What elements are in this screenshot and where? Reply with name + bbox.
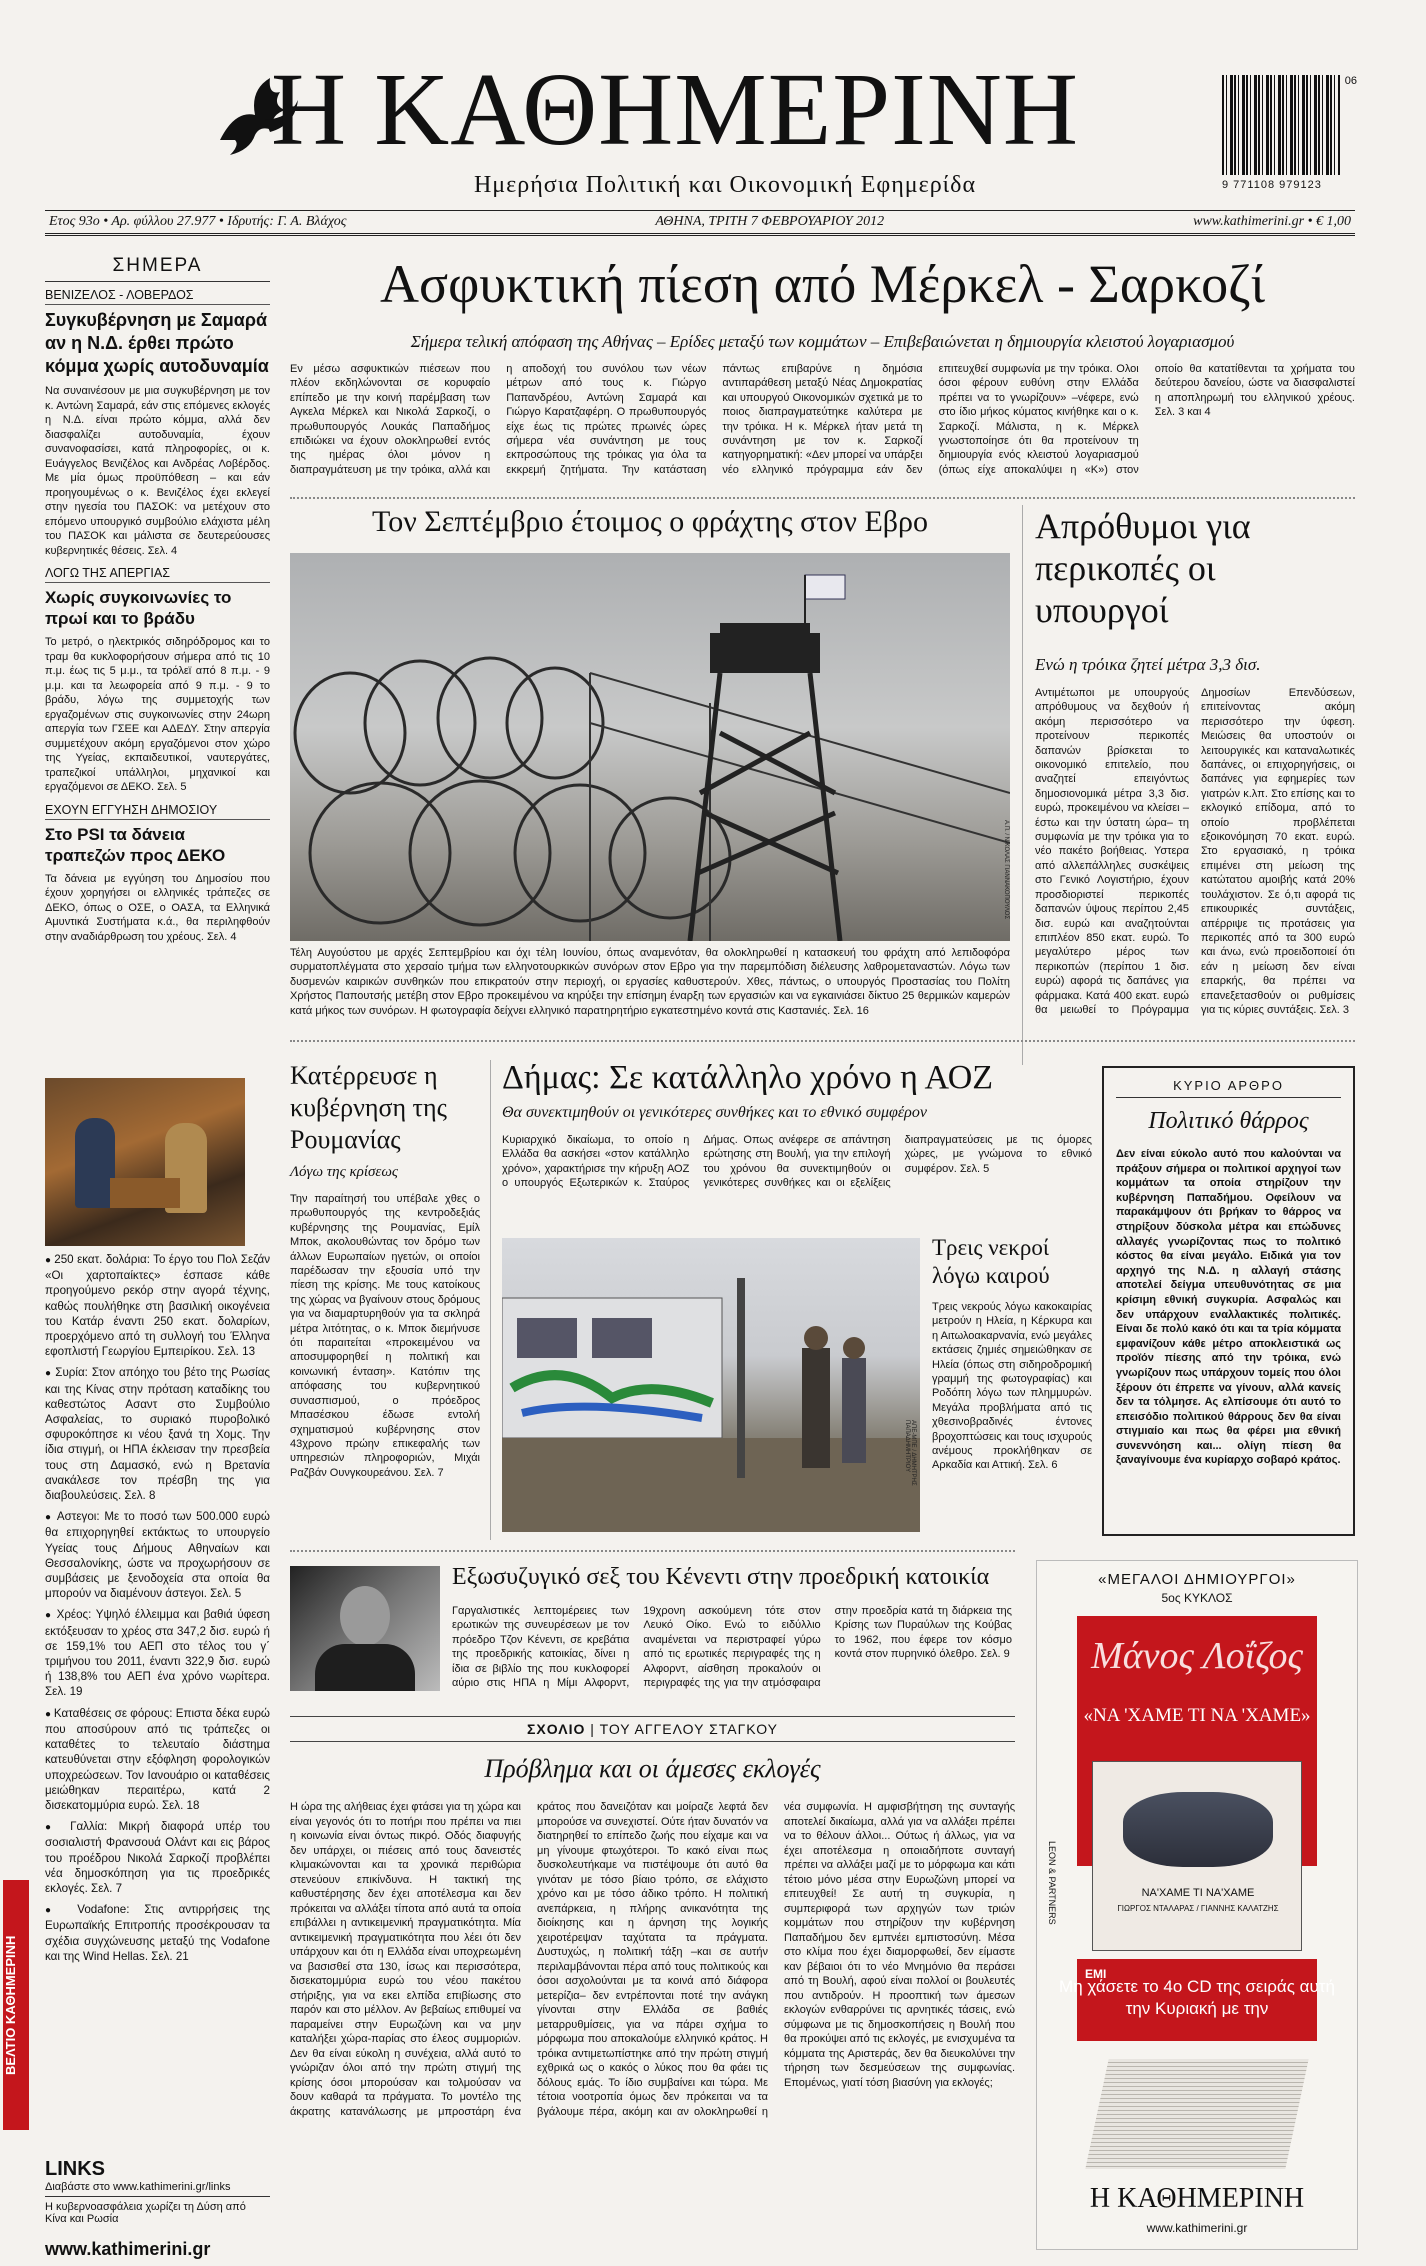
cd-title: ΝΑ'ΧΑΜΕ ΤΙ ΝΑ'ΧΑΜΕ — [1141, 1887, 1255, 1899]
ad-agency: LEON & PARTNERS — [1047, 1841, 1057, 1925]
cezanne-painting-image — [45, 1078, 245, 1246]
brief-vodafone: ● Vodafone: Στις αντιρρήσεις της Ευρωπαϊκής Επιτροπής προσέκρουσαν τα σχέδια συγχώνευσης μεταξύ της Vodafone και της Wind Hellas. Σελ. 21 — [45, 1902, 270, 1964]
headline-psi: Στο PSI τα δάνεια τραπεζών προς ΔΕΚΟ — [45, 824, 226, 865]
column-rule — [1022, 505, 1023, 1065]
aoz-deck: Θα συνεκτιμηθούν οι γενικότερες συνθήκες και το εθνικό συμφέρον — [502, 1104, 927, 1121]
aoz-headline: Δήμας: Σε κατάλληλο χρόνο η ΑΟΖ — [502, 1059, 994, 1096]
ad-artist: Μάνος Λοΐζος — [1091, 1635, 1303, 1677]
issue-date: ΑΘΗΝΑ, ΤΡΙΤΗ 7 ΦΕΒΡΟΥΑΡΙΟΥ 2012 — [655, 214, 885, 229]
cuts-body: Αντιμέτωποι με υπουργούς απρόθυμους να δεχθούν ή ακόμη περισσότερο να προτείνουν περικοπές δαπανών βρίσκεται το οικονομικό επιτελείο, που αναζητεί επειγόντως δημοσιονομικά μέτρα 3,3 δισ. ευρώ, προκειμένου να κλείσει –έστω και την ύστατη ώρα– τη συμφωνία με την τρόικα για το νέο πακέτο βοήθειας. Υστερα από αλλεπάλληλες συσκέψεις στο Γενικό Λογιστήριο, έχουν προσδιοριστεί περικοπές δαπανών ύψους περίπου 2,45 δισ. ευρώ και αναζητούνται επιπλέον 850 εκατ. ευρώ. Το μεγαλύτερο μέρος των περικοπών (περίπου 1 δισ. ευρώ) αφορά τις δαπάνες για φάρμακα. Κατά 400 εκατ. ευρώ θα μειωθεί το Πρόγραμμα Δημοσίων Επενδύσεων, επιτείνοντας ακόμη περισσότερο την ύφεση. Μειώσεις θα υποστούν οι λειτουργικές και καταναλωτικές δαπάνες, οι επιχορηγήσεις, οι δαπάνες για εφημερίες των γιατρών κ.λπ. Στο επίσης και το εκλογικό επίδομα, από το οποίο προβλέπεται εξοικονόμηση 70 εκατ. ευρώ. Στο εργασιακό, η τρόικα επιμένει στη μείωση της κατώτατου αμοιβής κατά 20% τουλάχιστον. Σε ό,τι αφορά τις επικουρικές συντάξεις, απέρριψε τις προτάσεις για περικοπές από τα 300 ευρώ και άνω, ενώ προειδοποιεί ότι εάν η μείωση δεν είναι επαρκής, θα πρέπει να επανεξετασθούν οι ρυθμίσεις για τις κύριες συντάξεις. Σελ. 3 — [1035, 687, 1355, 1016]
lead-deck: Σήμερα τελική απόφαση της Αθήνας – Ερίδες μεταξύ των κομμάτων – Επιβεβαιώνεται η δημιουργία κλειστού λογαριασμού — [410, 332, 1235, 351]
story-transport: Το μετρό, ο ηλεκτρικός σιδηρόδρομος και το τραμ θα κυκλοφορήσουν σήμερα από τις 10 π.μ. έως τις 5 μ.μ., τα τρόλεϊ από 8 π.μ. - 9 μ.μ. και τα λεωφορεία από 9 π.μ. - 9 το βράδυ, λόγω της συμμετοχής των εργαζομένων στις συγκοινωνίες στην 24ωρη απεργία των ΓΣΕΕ και ΑΔΕΔΥ. Στην απεργία συμμετέχουν ακόμη εργαζόμενοι στον χώρο της Υγείας, εκπαιδευτικοί, ναυτεργάτες, τραπεζικοί υπάλληλοι, μηχανικοί και εργαζόμενοι σε ΔΕΚΟ. Σελ. 5 — [45, 636, 270, 793]
weather-body: Τρεις νεκρούς λόγω κακοκαιρίας μετρούν η Ηλεία, η Κέρκυρα και η Αιτωλοακαρνανία, ενώ μεγάλες εκτάσεις ζημιές σημειώθηκαν σε Ηλεία (όπως στη σιδηροδρομική γραμμή της φωτογραφίας) και Ροδόπη λόγω των πλημμυρών. Μεγάλα προβλήματα από τις χθεσινοβραδινές έντονες βροχοπτώσεις και τους ισχυρούς ανέμους προκλήθηκαν σε Αρκαδία και Αττική. Σελ. 6 — [932, 1301, 1092, 1472]
editorial-kicker: ΚΥΡΙΟ ΑΡΘΡΟ — [1116, 1078, 1341, 1098]
brief-syria: ● Συρία: Στον απόηχο του βέτο της Ρωσίας και της Κίνας στην πρόταση καταδίκης του καθεστώτος Ασαντ στο Συμβούλιο Ασφαλείας, το συριακό πυροβολικό σφυροκόπησε κι νέου ξανά τη Χομς. Την ίδια στιγμή, οι ΗΠΑ έκλεισαν την πρεσβεία τους στη Δαμασκό, ενώ η Βρετανία ανακάλεσε τον πρέσβη της για διαβουλεύσεις. Σελ. 8 — [45, 1365, 270, 1503]
edition-info: Ετος 93ο • Αρ. φύλλου 27.977 • Ιδρυτής: Γ. Α. Βλάχος — [49, 214, 347, 229]
ad-brand: Η ΚΑΘΗΜΕΡΙΝΗ — [1089, 2183, 1305, 2214]
info-bar — [45, 210, 1355, 236]
headline-coalition: Συγκυβέρνηση με Σαμαρά αν η Ν.Δ. έρθει πρώτο κόμμα χωρίς αυτοδυναμία — [45, 310, 269, 376]
barcode-issue: 06 — [1344, 75, 1357, 87]
brief-france: ● Γαλλία: Μικρή διαφορά υπέρ του σοσιαλιστή Φρανσουά Ολάντ και εις βάρος του προέδρου Νικολά Σαρκοζί προβλέπει νέα δημοσκόπηση για τις προεδρικές εκλογές. Σελ. 7 — [45, 1819, 270, 1896]
cuts-headline: Απρόθυμοι για περικοπές οι υπουργοί — [1035, 506, 1251, 630]
comment-label: ΣΧΟΛΙΟ — [527, 1721, 586, 1737]
music-advertisement[interactable] — [1036, 1560, 1358, 2250]
story-coalition: Να συναινέσουν με μια συγκυβέρνηση με τον κ. Αντώνη Σαμαρά, εάν στις επόμενες εκλογές η Ν.Δ. είναι πρώτο κόμμα, αλλά δεν διασφαλίζει αυτοδυναμία, έχουν συνανοφασίσει, κατά πληροφορίες, οι κ. Ευάγγελος Βενιζέλος και Ανδρέας Λοβέρδος. Με μία όμως προϋπόθεση – και εάν προηγουμένως ο κ. Βενιζέλος έχει εκλεγεί στην ηγεσία του ΠΑΣΟΚ: να μετέχουν στο επόμενο υπουργικό συμβούλιο ελάχιστα μέλη του ΠΑΣΟΚ και μάλιστα σε δευτερεύουσες κυβερνητικές θέσεις. Σελ. 4 — [45, 385, 270, 557]
flood-photo-credit: ΑΠΕ-ΜΠΕ / ΔΗΜΗΤΡΗΣ ΠΑΠΑΔΗΜΗΤΡΙΟΥ — [904, 1420, 916, 1486]
kicker-venizelos: ΒΕΝΙΖΕΛΟΣ - ΛΟΒΕΡΔΟΣ — [45, 288, 270, 305]
romania-deck: Λόγω της κρίσεως — [290, 1164, 399, 1180]
ad-series: «ΜΕΓΑΛΟΙ ΔΗΜΙΟΥΡΓΟΙ» — [1098, 1571, 1296, 1588]
portrait-head — [340, 1586, 390, 1646]
emi-logo: EMI — [1085, 1967, 1125, 1981]
brief-deposits: ● Καταθέσεις σε φόρους: Επιστα δέκα ευρώ που αποσύρουν από τις τράπεζες οι καταθέτες το τελευταίο διάστημα κατευθύνεται στην εξόφληση φορολογικών υποχρεώσεων. Τον Ιανουάριο οι καταθέσεις μειώθηκαν περαιτέρω, κατά 2 δισεκατομμύρια ευρώ. Σελ. 18 — [45, 1706, 270, 1813]
brief-homeless: ● Αστεγοι: Με το ποσό των 500.000 ευρώ θα επιχορηγηθεί εκτάκτως το υπουργείο Υγείας τους Δήμους Αθηναίων και Θεσσαλονίκης, ώστε να προχωρήσουν σε συμβάσεις με ξενοδοχεία στα οποία θα μπορούν να διαμένουν άστεγοι. Σελ. 5 — [45, 1509, 270, 1601]
flood-railway-photo — [502, 1238, 920, 1532]
table-shape — [110, 1178, 180, 1208]
links-box — [45, 2158, 270, 2260]
story-psi: Τα δάνεια με εγγύηση του Δημοσίου που έχουν χορηγήσει οι ελληνικές τράπεζες σε ΔΕΚΟ, όπως ο ΟΣΕ, ο ΟΑΣΑ, τα Ελληνικά Αμυντικά Συστήματα κ.ά., θα περιληφθούν στην αναδιάρθρωση του χρέους. Σελ. 4 — [45, 872, 270, 943]
portrait-body — [315, 1644, 415, 1691]
sidebar-today: ΣΗΜΕΡΑ — [45, 255, 270, 282]
brief-debt: ● Χρέος: Υψηλό έλλειμμα και βαθιά ύφεση εκτόξευσαν το χρέος στα 347,2 δισ. ευρώ ή σε 159,1% του ΑΕΠ στο τέλος του γ΄ τριμήνου του 2011, έναντι 322,9 δισ. ευρώ ή 138,8% του ΑΕΠ ένα χρόνο νωρίτερα. Σελ. 19 — [45, 1607, 270, 1699]
sidebar-site-link[interactable]: www.kathimerini.gr — [45, 2239, 211, 2259]
kicker-strike: ΛΟΓΩ ΤΗΣ ΑΠΕΡΓΙΑΣ — [45, 566, 270, 583]
evros-caption: Τέλη Αυγούστου με αρχές Σεπτεμβρίου και όχι τέλη Ιουνίου, όπως αναμενόταν, θα ολοκληρωθεί η κατασκευή του φράχτη από λεπιδοφόρα συρματοπλέγματα στο χερσαίο τμήμα των ελληνοτουρκικών συνόρων στον Εβρο για την παρεμπόδιση διέλευσης λαθρομεταναστών. Λόγω των δυσμενών καιρικών συνθηκών που επικρατούν στην περιοχή, οι εργασίες καθυστερούν. Χθες, πάντως, ο υπουργός Προστασίας του Πολίτη Χρήστος Παπουτσής μετέβη στον Εβρο προκειμένου να κηρύξει την επίσημη έναρξη των εργασιών και να εγκαινιάσει δίκτυο 25 θερμικών καμερών κατά μήκος των συνόρων. Η φωτογραφία δείχνει ελληνικό παρατηρητήριο εγκατεστημένο κοντά στις Καστανιές. Σελ. 16 — [290, 947, 1010, 1017]
links-title: LINKS — [45, 2158, 105, 2180]
vertical-promo-label: ΒΕΛΤΙΟ ΚΑΘΗΜΕΡΙΝΗ — [3, 1880, 29, 2130]
evros-photo-credit: Α.Π. / ΝΙΚΟΛΑΣ ΓΙΑΝΝΑΚΟΠΟΥΛΟΣ — [1003, 820, 1009, 920]
comment-body: Η ώρα της αλήθειας έχει φτάσει για τη χώρα και είναι γεγονός ότι το ποτήρι που πρέπει να πιει η κοινωνία είναι όντως πικρό. Οδός διαφυγής δεν υπάρχει, οι πιέσεις από τους δανειστές κλιμακώνονται και τα χρονικά περιθώρια στενεύουν επικίνδυνα. Η τακτική της καθυστέρησης δεν έχει αποτέλεσμα και δεν πρόκειται να αλλάξει τίποτα από αυτά τα οποία επιβάλλει η αντικειμενική πραγματικότητα. Μία αντικειμενική πραγματικότητα που λέει ότι δεν υπάρχουν και ότι η Ελλάδα είναι υποχρεωμένη να βασισθεί στα 130, ίσως και περισσότερα, δισεκατομμύρια ευρώ του νέου πακέτου στήριξης, για να εκει ελπίδα επιβίωσης στο παρόν και στο μέλλον. Αν βεβαίως επιθυμεί να παραμείνει στην Ευρωζώνη και να μην καταλήξει χώρα-παρίας στο έλεος συμμοριών. Δεν θα είναι εύκολη η συνέχεια, αλλά αυτό το γνώριζαν όλοι από την πρώτη στιγμή της κρίσης όσοι μπορούσαν και τολμούσαν να δουν καθαρά τα πράγματα. Το μοντέλο της άκρατης κατανάλωσης με μπροστάρη ένα κράτος που δανειζόταν και μοίραζε λεφτά δεν μπορούσε να συνεχιστεί. Ούτε ήταν δυνατόν να διατηρηθεί το επίπεδο ζωής που είχαμε και να μη γίνουμε φτωχότεροι. Το κακό είναι πως δυσκολευτήκαμε να πιστέψουμε ότι αυτό θα γινόταν με τόσο βίαιο τρόπο, σε ελάχιστο χρόνο και με τόσο άδικο τρόπο. Η πολιτική ανεπάρκεια, η πλήρης ανικανότητα της διοίκησης και η άρνηση της λογικής χειροτέρεψαν ταχύτατα τα πράγματα. Δυστυχώς, η πολιτική τάξη –και σε αυτήν περιλαμβάνονται πέρα από τους πολιτικούς και όσοι ασχολούνται με τα κοινά από διάφορα μετερίζια– δεν εντρέπονται ποτέ την ανάγκη γίνονται στην Ελλάδα σε βαθιές μεταρρυθμίσεις, για να πάρει σχήμα το μόρφωμα που αποκαλούμε ελληνικό κράτος. Η τρόικα αντιμετωπίστηκε από την πρώτη στιγμή εχθρικά ως ο κακός ο λύκος που θα φάει τις δόλους εμάς. Το ίδιο συμβαίνει και τώρα. Με τέτοια νοοτροπία όμως δεν πρόκειται να τα βγάλουμε πέρα, ακόμη και αν ολοκληρωθεί η νέα συμφωνία. Η αμφισβήτηση της συνταγής αποτελεί δικαίωμα, αλλά για να αλλάξει πρέπει να το θέλουν άλλοι... Ούτως ή άλλως, για να έχει αποτέλεσμα η οποιαδήποτε συνταγή πρέπει να αλλάξει μαζί με το μόρφωμα και κάτι τέτοιο μόνο μέσα στην Ευρωζώνη μπορεί να επιτευχθεί! Σε αυτή τη συγκυρία, η συμπεριφορά των αρχηγών των τριών κομμάτων που στηρίζουν την κυβέρνηση Παπαδήμου δεν εμπνέει εμπιστοσύνη. Μέσα στο κλίμα που έχει διαμορφωθεί, δεν είμαστε καν βέβαιοι ότι το νέο Μνημόνιο θα περάσει από τη Βουλή, αφού είναι πολλοί οι βουλευτές που αντιδρούν. Η προοπτική των άμεσων εκλογών ενθαρρύνει τις αρνητικές τάσεις, ενώ σύμφωνα με τις δημοσκοπήσεις η Βουλή που θα προκύψει από τις εκλογές, με ενισχυμένα τα κόμματα της Αριστεράς, δεν θα διευκολύνει την τήρηση των δεσμεύσεων της συμφωνίας. Επομένως, γιατί τόση βιασύνη για εκλογές; — [290, 1801, 1015, 2118]
lead-story-body: Εν μέσω ασφυκτικών πιέσεων που πλέον εκδηλώνονται σε κορυφαίο επίπεδο με την κοινή παρέμβαση των Αγκελα Μέρκελ και Νικολά Σαρκοζί, ο πρωθυπουργός Λουκάς Παπαδήμος επιδιώκει να έχουν ολοκληρωθεί εντός της ημέρας όλοι μόνον η διαπραγμάτευση με την τρόικα, αλλά και η αποδοχή του συνόλου των νέων μέτρων από τους κ. Γιώργο Παπανδρέου, Αντώνη Σαμαρά και Γιώργο Καρατζαφέρη. Ο πρωθυπουργός είχε έως τις πρώτες πρωινές ώρες σήμερα νέα συνάντηση με τους εκπροσώπους της τρόικας για όλα τα εκκρεμή ζητήματα. Την κατάσταση πάντως επιβαρύνε η δημόσια αντιπαράθεση μεταξύ Νέας Δημοκρατίας και υπουργού Οικονομικών σχετικά με το ποιος διαπραγματεύτηκε καλύτερα με την τρόικα. Η κ. Μέρκελ ήταν μετά τη συνάντηση με τον κ. Σαρκοζί κατηγορηματική: «Δεν μπορεί να υπάρξει νέο ελληνικό πρόγραμμα εάν δεν επιτευχθεί συμφωνία με την τρόικα. Ολοι όσοι φέρουν ευθύνη στην Ελλάδα πρέπει να το γνωρίζουν» –νέφερε, ενώ στο ίδιο μήκος κύματος κινήθηκε και ο κ. Σαρκοζί. Μάλιστα, η κ. Μέρκελ γνωστοποίησε ότι θα προτείνουν τη δημιουργία ενός κλειστού λογαριασμού (όπως είχε αποκαλύψει η «Κ») στον οποίο θα κατατίθενται τα χρήματα του δεύτερου δανείου, ώστε να διασφαλιστεί η αποπληρωμή του ελληνικού χρέους. Σελ. 3 και 4 — [290, 363, 1355, 476]
site-price: www.kathimerini.gr • € 1,00 — [1193, 214, 1351, 229]
barcode-bars — [1222, 75, 1340, 175]
column-rule — [490, 1060, 491, 1540]
briefs-list — [45, 1252, 270, 1970]
divider — [290, 497, 1355, 499]
cd-cover-art — [1123, 1792, 1273, 1867]
weather-headline: Τρεις νεκροί λόγω καιρού — [932, 1235, 1050, 1288]
barcode-number: 9 771108 979123 — [1222, 179, 1322, 191]
ad-cycle: 5ος ΚΥΚΛΟΣ — [1161, 1591, 1233, 1605]
comment-bar: ΣΧΟΛΙΟ | ΤΟΥ ΑΓΓΕΛΟΥ ΣΤΑΓΚΟΥ — [290, 1716, 1015, 1742]
links-item[interactable]: Η κυβερνοασφάλεια χωρίζει τη Δύση από Κίνα και Ρωσία — [45, 2201, 246, 2225]
divider — [290, 1040, 1355, 1042]
kicker-guarantee: ΕΧΟΥΝ ΕΓΓΥΗΣΗ ΔΗΜΟΣΙΟΥ — [45, 803, 270, 820]
masthead-subtitle: Ημερήσια Πολιτική και Οικονομική Εφημερίδα — [473, 172, 977, 198]
fence-illustration — [290, 553, 1010, 941]
editorial-box — [1102, 1066, 1355, 1536]
brief-cezanne: ● 250 εκατ. δολάρια: Το έργο του Πολ Σεζάν «Οι χαρτοπαίκτες» έσπασε κάθε προηγούμενο ρεκόρ στην αγορά τέχνης, καθώς πουλήθηκε στη βασιλική οικογένεια του Κατάρ έναντι 250 εκατ. δολαρίων, προερχόμενο από τη συλλογή του Έλληνα εφοπλιστή Γεωργίου Εμπειρίκου. Σελ. 13 — [45, 1252, 270, 1359]
aoz-body: Κυριαρχικό δικαίωμα, το οποίο η Ελλάδα θα ασκήσει «στον κατάλληλο χρόνο», χαρακτήρισε την κήρυξη ΑΟΖ ο υπουργός Εξωτερικών κ. Σταύρος Δήμας. Οπως ανέφερε σε απάντηση ερώτησης στη Βουλή, για την επιλογή του χρόνου θα συνεκτιμηθούν οι γενικότερες συνθήκες και οι εξελίξεις διαπραγματεύσεις με τις όμορες χώρες, με γνώμονα το εθνικό συμφέρον. Σελ. 5 — [502, 1134, 1092, 1190]
ad-site: www.kathimerini.gr — [1146, 2221, 1248, 2235]
cd-artists: ΓΙΩΡΓΟΣ ΝΤΑΛΑΡΑΣ / ΓΙΑΝΝΗΣ ΚΑΛΑΤΖΗΣ — [1117, 1904, 1279, 1913]
cd-cover — [1092, 1761, 1302, 1951]
headline-transport: Χωρίς συγκοινωνίες το πρωί και το βράδυ — [45, 588, 232, 628]
divider — [290, 1550, 1015, 1552]
train-illustration — [502, 1238, 920, 1532]
lead-headline: Ασφυκτική πίεση από Μέρκελ - Σαρκοζί — [379, 254, 1266, 314]
romania-body: Την παραίτησή του υπέβαλε χθες ο πρωθυπουργός της κεντροδεξιάς κυβέρνησης της Ρουμανίας, Εμίλ Μποκ, ακολουθώντας τον δρόμο των άλλων Ευρωπαίων ηγετών, οι οποίοι παρέδωσαν την εξουσία υπό την πίεση της κρίσης. Με τους κατοίκους της χώρας να βγαίνουν στους δρόμους για να διαμαρτυρηθούν για τα σκληρά μέτρα λιτότητας, ο κ. Μποκ διεμήνυσε ότι παραιτείται «προκειμένου να αποσυμφορηθεί η πολιτική και κοινωνική ένταση». Κατόπιν της απόφασης του κυβερνητικού συνασπισμού, ο πρόεδρος Μπασέσκου έδωσε εντολή σχηματισμού κυβέρνησης στον 43χρονο πρώην επικεφαλής των υπηρεσιών πληροφοριών, Μιχάι Ραζβάν Ουνγκουρεάνου. Σελ. 7 — [290, 1193, 480, 1479]
cuts-deck: Ενώ η τρόικα ζητεί μέτρα 3,3 δισ. — [1035, 655, 1261, 674]
ad-album: «ΝΑ 'ΧΑΜΕ ΤΙ ΝΑ 'ΧΑΜΕ» — [1083, 1705, 1311, 1726]
border-fence-photo — [290, 553, 1010, 941]
evros-headline: Τον Σεπτέμβριο έτοιμος ο φράχτης στον Εβρο — [371, 505, 929, 538]
editorial-headline: Πολιτικό θάρρος — [1148, 1108, 1309, 1134]
barcode — [1222, 75, 1357, 205]
kennedy-headline: Εξωσυζυγικό σεξ του Κένεντι στην προεδρική κατοικία — [452, 1564, 990, 1590]
kennedy-body: Γαργαλιστικές λεπτομέρειες των ερωτικών της συνευρέσεων με τον πρόεδρο Τζον Κένεντι, σε κρεβάτια της προεδρικής κατοικίας, δίνει η ίδια σε βιβλίο της που κυκλοφορεί αύριο στις ΗΠΑ η Μίμι Αλφορντ, 19χρονη ασκούμενη τότε στον Λευκό Οίκο. Ενώ το ειδύλλιο αναμένεται να περιστραφεί γύρω από τις ερωτικές περιγραφές της η Αλφορντ, αίσθηση προκαλούν οι περιγραφές της για την ατμόσφαιρα στην προεδρία κατά τη διάρκεια της Κρίσης των Πυραύλων της Κούβας το 1962, που έφερε τον κόσμο κοντά στον πυρηνικό όλεθρο. Σελ. 9 — [452, 1605, 1012, 1690]
comment-author: ΤΟΥ ΑΓΓΕΛΟΥ ΣΤΑΓΚΟΥ — [599, 1721, 778, 1737]
comment-headline: Πρόβλημα και οι άμεσες εκλογές — [484, 1754, 821, 1783]
kennedy-photo — [290, 1566, 440, 1691]
card-player-figure — [75, 1118, 115, 1208]
newspaper-stack-illustration — [1085, 2059, 1308, 2169]
masthead-title: Η ΚΑΘΗΜΕΡΙΝΗ — [271, 52, 1079, 167]
ad-tagline: Μη χάσετε το 4ο CD της σειράς αυτή την Κυριακή με την — [1059, 1977, 1335, 2018]
sidebar — [45, 255, 270, 952]
editorial-body: Δεν είναι εύκολο αυτό που καλούνται να πράξουν σήμερα οι πολιτικοί αρχηγοί των κομμάτων τα οποία στηρίζουν την κυβέρνηση Παπαδήμου. Οφείλουν να παρακάμψουν ότι βρήκαν το θάρρος να στηρίξουν δύσκολα μέτρα και επώδυνες αλλαγές γνωρίζοντας πως το πολιτικό κόστος θα είναι μεγάλο. Ειδικά για τον αρχηγό της Ν.Δ. η αλλαγή στάσης αποτελεί δείγμα υπευθυνότητας σε μια κρίσιμη εθνική συγκυρία. Ασφαλώς και δεν υπάρχουν εναλλακτικές πολιτικές. Είναι δε πολύ κακό ότι και τα τρία κόμματα εμφανίζουν κάθε μέτρο αποκλειστικά ως προϊόν πίεσης από την τρόικα, ενώ γνωρίζουν πως υπάρχουν τομείς που όλοι ξέρουν ότι έπρεπε να γίνουν, αλλά κανείς δεν τα τόλμησε. Ας ελπίσουμε ότι αυτό το επεισόδιο πολιτικού θάρρους δεν θα είναι στιγμιαίο και πως θα φέρει μια εθνική συνεννόηση και... ολίγη πίεση θα ξαναγίνουμε ένα κυρίαρχο σοβαρό κράτος. — [1116, 1148, 1341, 1467]
links-text[interactable]: Διαβάστε στο www.kathimerini.gr/links — [45, 2181, 270, 2197]
romania-headline: Κατέρρευσε η κυβέρνηση της Ρουμανίας — [290, 1061, 447, 1154]
